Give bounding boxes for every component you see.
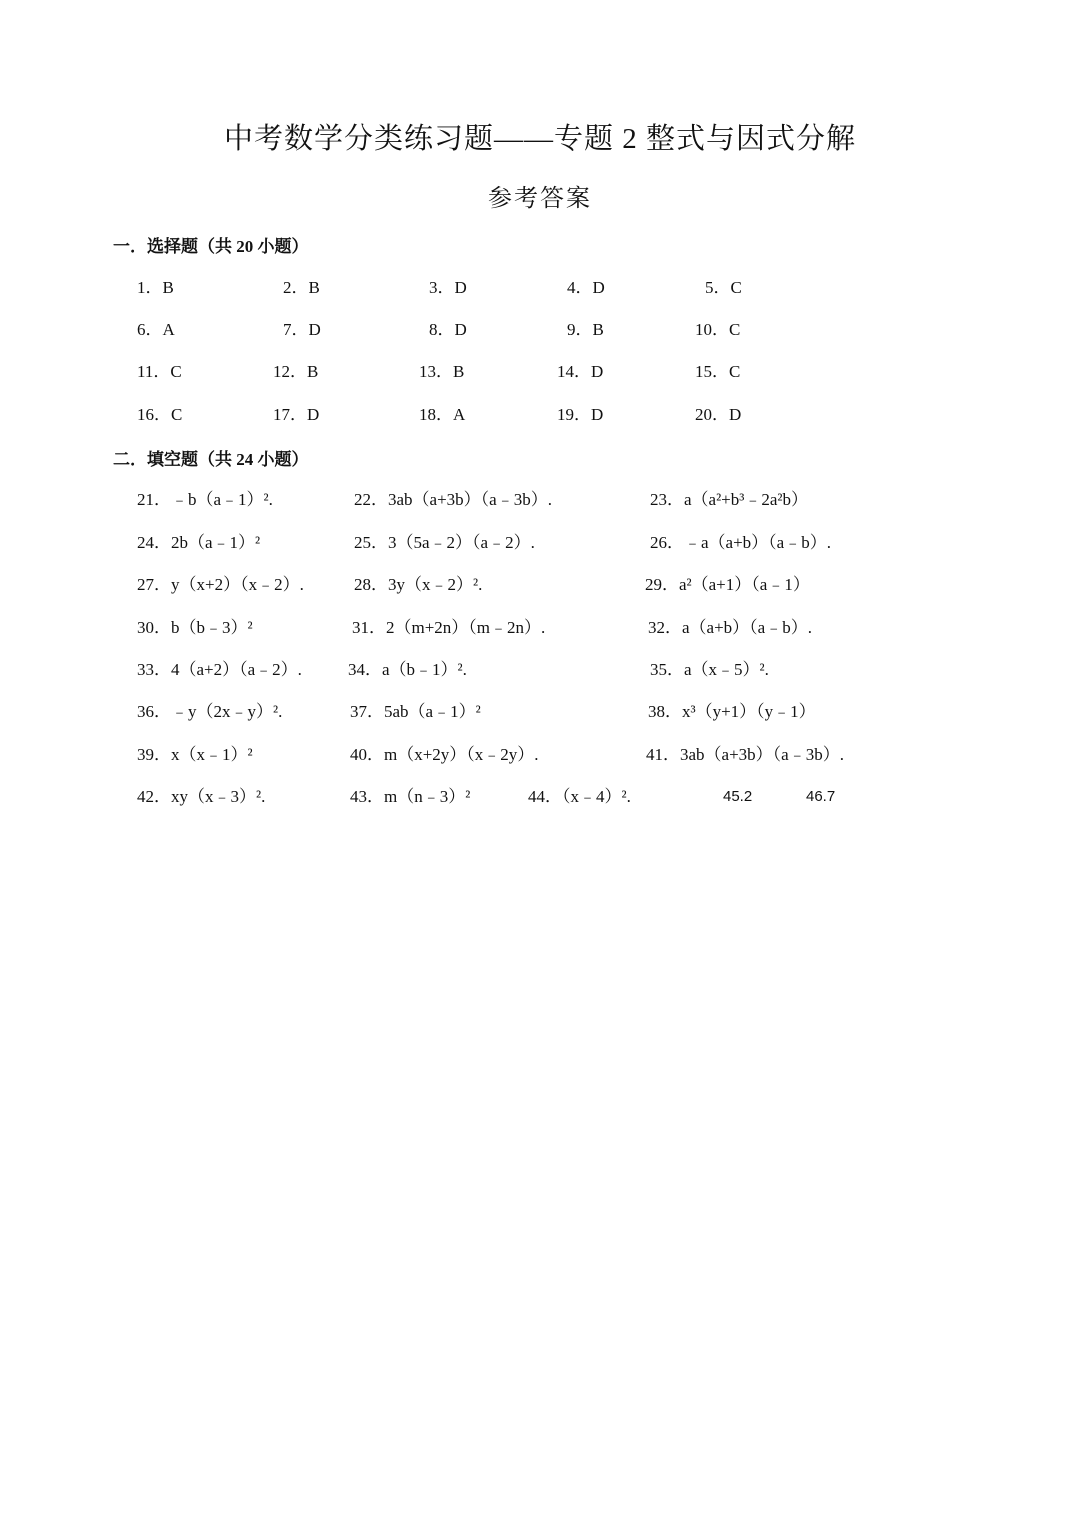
fill-answer-row [0,697,1080,727]
choice-answer: 3．D [429,278,467,297]
fill-answer: 28．3y（x﹣2）². [354,575,483,594]
choice-answer: 16．C [137,405,183,424]
choice-answer: 18．A [419,405,466,424]
choice-answer: 10．C [695,320,741,339]
choice-answer-row [0,400,1080,430]
choice-answer: 5．C [705,278,742,297]
choice-answer-row [0,315,1080,345]
fill-section-heading: 二．填空题（共 24 小题） [113,450,309,469]
fill-answer: 42．xy（x﹣3）². [137,787,266,806]
fill-answer: 32．a（a+b）（a﹣b）. [648,618,812,637]
fill-answer: 35．a（x﹣5）². [650,660,769,679]
fill-answer: 43．m（n﹣3）² [350,787,471,806]
fill-answer: 30．b（b﹣3）² [137,618,253,637]
fill-answer-row [0,485,1080,515]
fill-answer-row [0,740,1080,770]
fill-answer: 22．3ab（a+3b）（a﹣3b）. [354,490,552,509]
fill-answer: 21．﹣b（a﹣1）². [137,490,273,509]
choice-answer: 17．D [273,405,320,424]
fill-answer: 24．2b（a﹣1）² [137,533,261,552]
page-title: 中考数学分类练习题——专题 2 整式与因式分解 [223,123,856,155]
choice-answer-row [0,273,1080,303]
choice-answer: 12．B [273,362,319,381]
choice-answer: 13．B [419,362,465,381]
choice-answer: 2．B [283,278,320,297]
fill-answer: 23．a（a²+b³﹣2a²b） [650,490,809,509]
choice-answer: 11．C [137,362,182,381]
fill-answer: 34．a（b﹣1）². [348,660,467,679]
fill-answer-row [0,528,1080,558]
fill-answer: 44．（x﹣4）². [528,787,631,806]
choice-answer: 19．D [557,405,604,424]
fill-answer-row [0,570,1080,600]
choice-answer: 6．A [137,320,175,339]
fill-answer: 37．5ab（a﹣1）² [350,702,481,721]
fill-answer: 33．4（a+2）（a﹣2）. [137,660,302,679]
fill-answer: 31．2（m+2n）（m﹣2n）. [352,618,546,637]
choice-answer: 1．B [137,278,174,297]
choice-answer: 7．D [283,320,321,339]
choice-answer: 20．D [695,405,742,424]
fill-answer: 36．﹣y（2x﹣y）². [137,702,283,721]
fill-answer: 25．3（5a﹣2）（a﹣2）. [354,533,535,552]
choice-answer-row [0,357,1080,387]
fill-answer-row [0,613,1080,643]
page-subtitle: 参考答案 [488,186,592,212]
fill-answer-row [0,782,1080,812]
fill-answer: 27．y（x+2）（x﹣2）. [137,575,304,594]
fill-answer: 45.2 [723,788,753,805]
choice-answer: 8．D [429,320,467,339]
choice-section-heading: 一．选择题（共 20 小题） [113,237,309,256]
fill-answer: 39．x（x﹣1）² [137,745,253,764]
fill-answer: 38．x³（y+1）（y﹣1） [648,702,816,721]
choice-answer: 9．B [567,320,604,339]
fill-answer: 41．3ab（a+3b）（a﹣3b）. [646,745,844,764]
fill-answer: 40．m（x+2y）（x﹣2y）. [350,745,539,764]
fill-answer: 46.7 [806,788,836,805]
fill-answer: 26．﹣a（a+b）（a﹣b）. [650,533,831,552]
fill-answer: 29．a²（a+1）（a﹣1） [645,575,810,594]
choice-answer: 4．D [567,278,605,297]
fill-answer-row [0,655,1080,685]
choice-answer: 14．D [557,362,604,381]
choice-answer: 15．C [695,362,741,381]
